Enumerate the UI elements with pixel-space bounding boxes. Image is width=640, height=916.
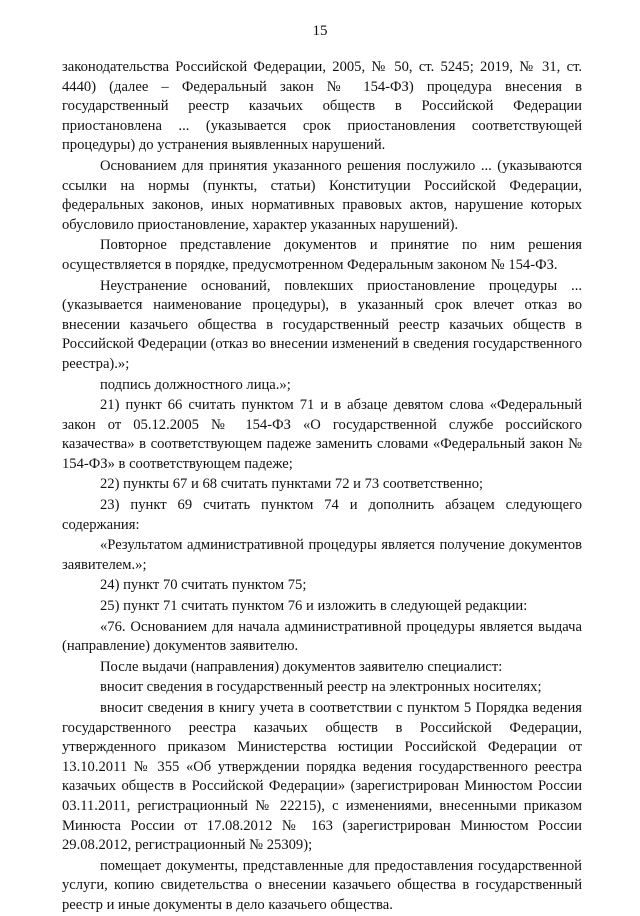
- paragraph: вносит сведения в государственный реестр на электронных носителях;: [100, 679, 542, 696]
- paragraph: 21) пункт 66 считать пунктом 71 и в абзаце девятом слова «Федеральный закон от 05.12.2005 № 154-ФЗ «О государственной службе российского казачества» в соответствующем падеже заменить словами «Федеральный закон № 154-ФЗ» в соответствующем падеже;: [62, 397, 582, 472]
- paragraph: «Результатом административной процедуры является получение документов заявителем.»;: [62, 537, 582, 573]
- paragraph: Неустранение оснований, повлекших приостановление процедуры ... (указывается наименование процедуры), в указанный срок влечет отказ во внесении казачьего общества в государственный реестр казачьих обществ в Российской Федерации (отказ во внесении изменений в сведения государственного реестра).»;: [62, 277, 582, 372]
- paragraph: подпись должностного лица.»;: [100, 376, 291, 393]
- paragraph: «76. Основанием для начала административной процедуры является выдача (направление) документов заявителю.: [62, 618, 582, 655]
- paragraph: Основанием для принятия указанного решения послужило ... (указываются ссылки на нормы (пункты, статьи) Конституции Российской Федерации, федеральных законов, иных нормативных правовых актов, нарушение которых обусловило приостановление, характер указанных нарушений).: [62, 157, 582, 233]
- document-body: [62, 58, 582, 916]
- paragraph: законодательства Российской Федерации, 2005, № 50, ст. 5245; 2019, № 31, ст. 4440) (далее – Федеральный закон № 154-ФЗ) процедура внесения в государственный реестр казачьих обществ в Российской Федерации приостановлена ... (указывается срок приостановления соответствующей процедуры) до устранения выявленных нарушений.: [62, 59, 582, 154]
- paragraph: вносит сведения в книгу учета в соответствии с пунктом 5 Порядка ведения государственного реестра казачьих обществ в Российской Федерации, утвержденного приказом Министерства юстиции Российской Федерации от 13.10.2011 № 355 «Об утверждении порядка ведения государственного реестра казачьих обществ в Российской Федерации» (зарегистрирован Минюстом России 03.11.2011, регистрационный № 22215), с изменениями, внесенными приказом Минюста России от 17.08.2012 № 163 (зарегистрирован Минюстом России 29.08.2012, регистрационный № 25309);: [62, 700, 582, 854]
- paragraph: 25) пункт 71 считать пунктом 76 и изложить в следующей редакции:: [100, 598, 528, 615]
- paragraph: После выдачи (направления) документов заявителю специалист:: [100, 658, 503, 675]
- paragraph: помещает документы, представленные для предоставления государственной услуги, копию свидетельства о внесении казачьего общества в государственный реестр и иные документы в дело казачьего общества.: [62, 857, 582, 913]
- paragraph: 23) пункт 69 считать пунктом 74 и дополнить абзацем следующего содержания:: [62, 497, 582, 533]
- paragraph: 24) пункт 70 считать пунктом 75;: [100, 577, 307, 594]
- paragraph: Повторное представление документов и принятие по ним решения осуществляется в порядке, предусмотренном Федеральным законом № 154-ФЗ.: [62, 237, 582, 273]
- page-number: 15: [312, 23, 328, 39]
- paragraph: 22) пункты 67 и 68 считать пунктами 72 и 73 соответственно;: [100, 476, 484, 493]
